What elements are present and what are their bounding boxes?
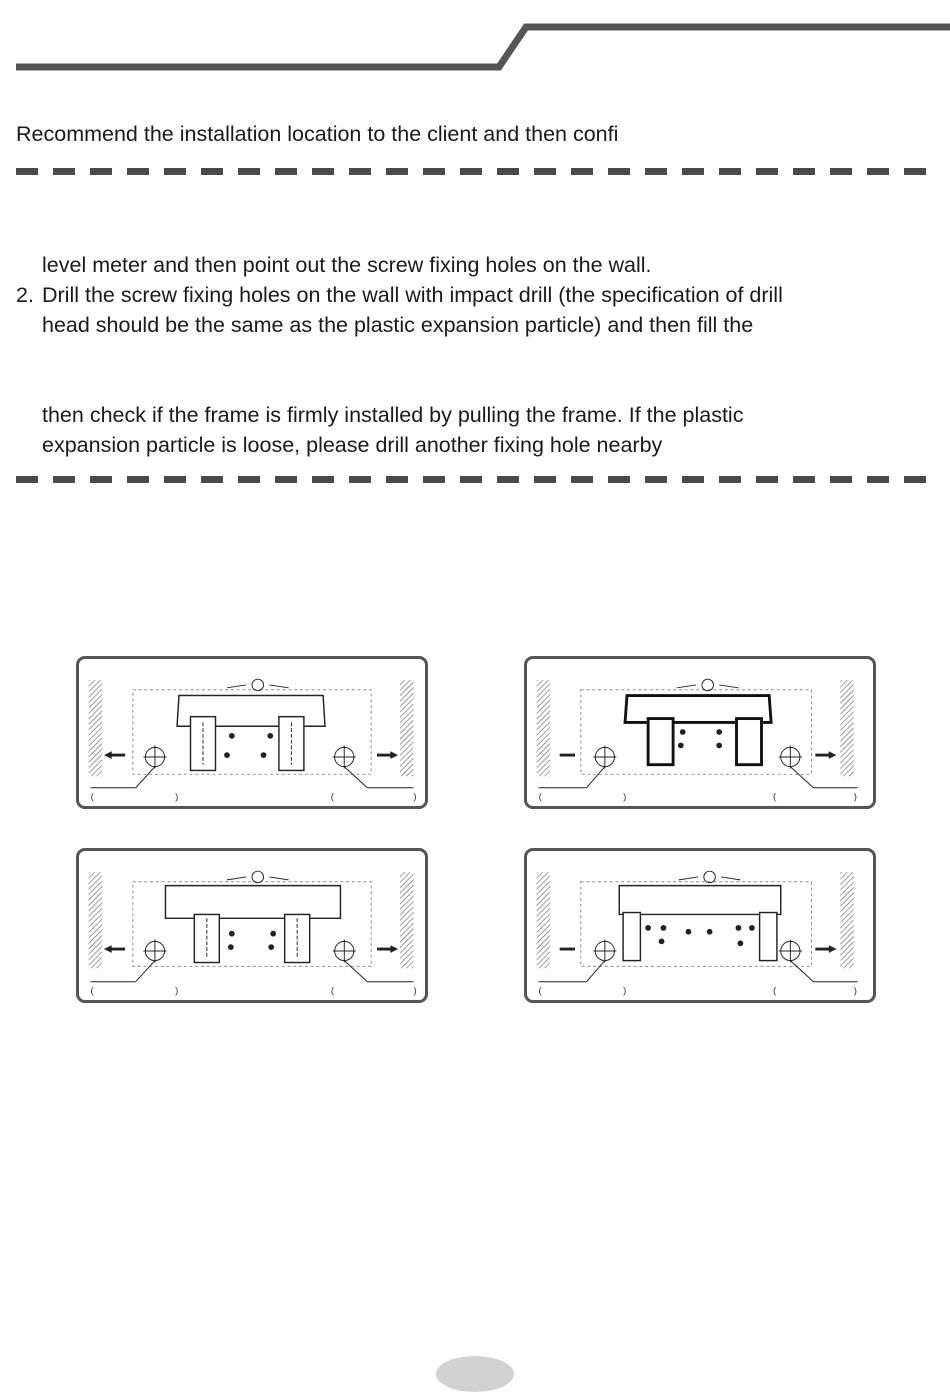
figure-label-left-close: ) bbox=[175, 791, 179, 803]
dashed-divider-bottom bbox=[16, 476, 934, 483]
left-wall-hatch bbox=[89, 680, 102, 776]
figure-label-left-close: ) bbox=[175, 985, 179, 997]
figure-label-right-open: ( bbox=[330, 791, 334, 803]
bracket-diagram-3 bbox=[79, 851, 425, 1000]
figure-label-left-close: ) bbox=[623, 791, 627, 803]
header-bar bbox=[0, 0, 950, 80]
figure-label-left-close: ) bbox=[623, 985, 627, 997]
figure-label-right-close: ) bbox=[413, 985, 417, 997]
installation-figure-4 bbox=[524, 848, 876, 1003]
figure-label-right-close: ) bbox=[853, 791, 857, 803]
step-2-number: 2. bbox=[16, 283, 34, 307]
bracket-diagram-2 bbox=[527, 659, 873, 806]
intro-text: Recommend the installation location to the client and then confi bbox=[16, 122, 619, 146]
step-line-5: expansion particle is loose, please drill another fixing hole nearby bbox=[42, 433, 663, 457]
figure-label-left-open: ( bbox=[538, 985, 542, 997]
bracket-diagram-4 bbox=[527, 851, 873, 1000]
figure-label-left-open: ( bbox=[90, 791, 94, 803]
figure-label-left-open: ( bbox=[90, 985, 94, 997]
dashed-divider-top bbox=[16, 168, 934, 175]
page-number-badge bbox=[436, 1356, 514, 1392]
figure-label-right-open: ( bbox=[330, 985, 335, 997]
installation-figure-2 bbox=[524, 656, 876, 809]
step-line-1: level meter and then point out the screw fixing holes on the wall. bbox=[42, 253, 652, 277]
step-line-2: Drill the screw fixing holes on the wall with impact drill (the specification of drill bbox=[42, 283, 783, 307]
step-line-4: then check if the frame is firmly installed by pulling the frame. If the plastic bbox=[42, 403, 744, 427]
figure-label-left-open: ( bbox=[538, 791, 542, 803]
installation-figure-3 bbox=[76, 848, 428, 1003]
figure-label-right-open: ( bbox=[773, 791, 777, 803]
right-wall-hatch bbox=[400, 680, 413, 776]
step-line-3: head should be the same as the plastic expansion particle) and then fill the bbox=[42, 313, 754, 337]
figure-label-right-close: ) bbox=[853, 985, 858, 997]
figure-label-right-open: ( bbox=[773, 985, 777, 997]
bracket-diagram-1 bbox=[79, 659, 425, 806]
installation-figure-1 bbox=[76, 656, 428, 809]
figure-label-right-close: ) bbox=[413, 791, 417, 803]
